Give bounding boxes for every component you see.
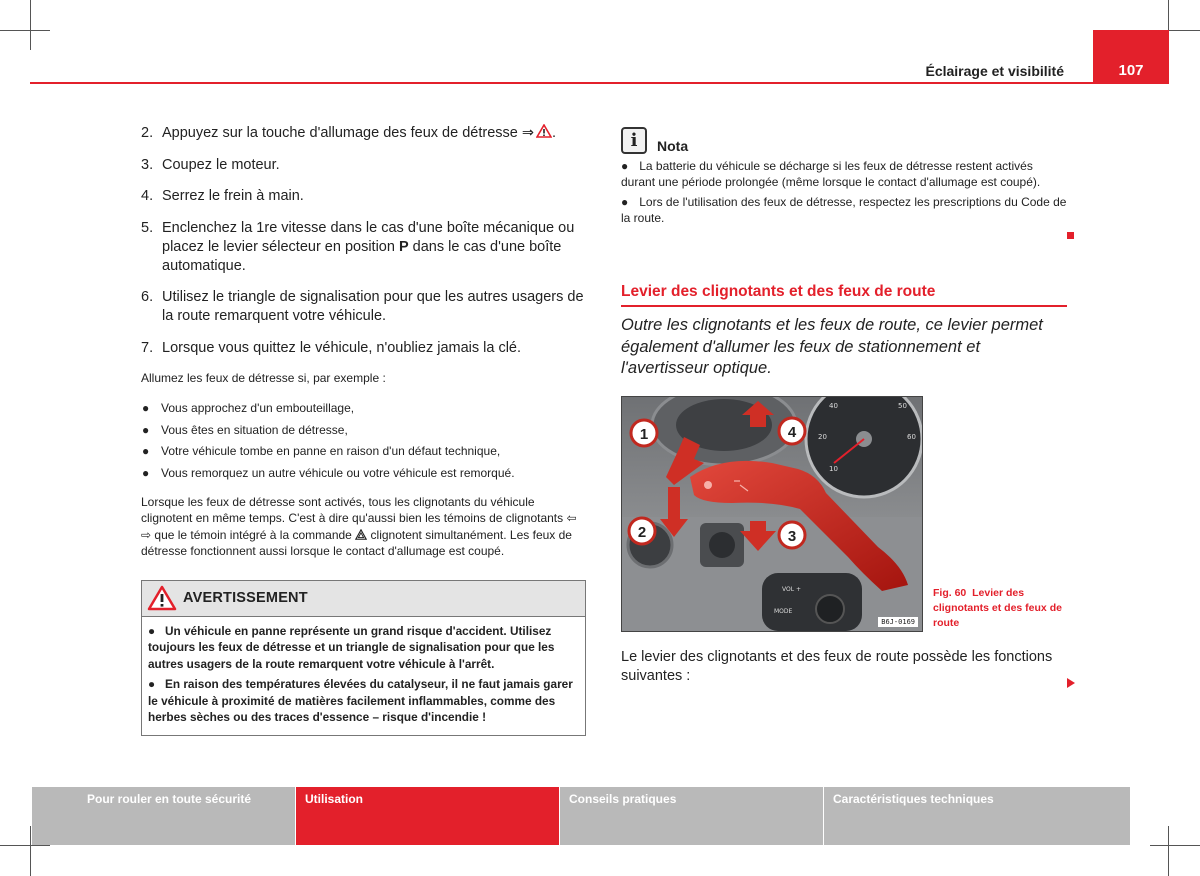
figure [621,396,1067,632]
figure-image [621,396,923,632]
continue-arrow-icon [1067,678,1075,688]
figure-label: Fig. 60 [933,586,967,599]
hazard-warning-icon [536,124,552,138]
nota-item [621,194,1067,226]
section-title: Éclairage et visibilité [925,63,1064,79]
figure-code: B6J-0169 [878,617,918,627]
step-text: dans le cas d'une boîte automatique. [162,238,562,274]
header-rule [30,82,1168,84]
step-text: Utilisez le triangle de signalisation pour que les autres usagers de la route remarquent votre véhicule. [162,289,584,324]
left-column [141,124,586,736]
crop-mark [30,0,31,50]
figure-marker: 2 [637,523,647,541]
warning-item-text: En raison des températures élevées du catalyseur, il ne faut jamais garer le véhicule à proximité de matières facilement inflammables, comme des herbes sèches ou des traces d'essence – risque d'incendie ! [148,677,573,724]
list-item [141,400,586,416]
warning-body [142,617,585,735]
nota-header [621,124,1067,154]
step-item [141,219,586,276]
bullet: ● [142,422,150,437]
functions-intro: Le levier des clignotants et des feux de route possède les fonctions suivantes : [621,648,1053,684]
turn-signal-arrows-icon: ⇦ ⇨ [141,511,577,542]
step-text: Lorsque vous quittez le véhicule, n'oubliez jamais la clé. [162,339,522,356]
step-item [141,156,586,175]
nota-label: Nota [657,138,689,154]
list-item [141,465,586,481]
step-item [141,187,586,206]
step-number: 3. [141,156,154,173]
footer-tab-utilisation[interactable]: Utilisation [296,787,559,845]
footer-tab-tips[interactable]: Conseils pratiques [560,787,823,845]
step-text: Enclenchez la 1re vitesse dans le cas d'une boîte mécanique ou placez le levier sélecteur en position [162,219,575,255]
situations-list [141,400,586,481]
step-number: 7. [141,339,154,356]
bullet: ● [621,195,629,209]
bullet: ● [148,623,156,638]
warning-item-text: Un véhicule en panne représente un grand risque d'accident. Utilisez toujours les feux de détresse et un triangle de signalisation pour que les autres usagers de la route remarquent votre véhicule à l'arrêt. [148,623,555,671]
bullet: ● [142,401,150,415]
list-item [141,443,586,459]
stalk-label-mode: MODE [774,607,793,615]
step-text: Appuyez sur la touche d'allumage des feux de détresse ⇒ [162,125,535,141]
warning-header [142,581,585,617]
step-item: 2. Appuyez sur la touche d'allumage des feux de détresse ⇒ . [141,125,557,141]
steps-list [141,124,586,358]
figure-marker: 4 [787,423,797,441]
step-text: Coupez le moteur. [162,156,280,173]
paragraph-text: que le témoin intégré à la commande [151,527,356,542]
gauge-tick-label: 20 [818,432,827,441]
nota-item-text: Lors de l'utilisation des feux de détresse, respectez les prescriptions du Code de la route. [621,195,1067,225]
crop-mark [0,30,50,31]
lever-illustration [622,397,923,632]
list-item-text: Vous approchez d'un embouteillage, [161,401,355,415]
list-item-text: Votre véhicule tombe en panne en raison d'un défaut technique, [161,444,501,458]
crop-mark [30,826,31,876]
bullet: ● [142,465,150,480]
info-icon: i [621,127,647,154]
gauge-tick-label: 40 [829,401,838,410]
step-text: Serrez le frein à main. [162,188,304,204]
figure-caption-text: Levier des clignotants et des feux de route [933,586,1062,629]
step-number: 5. [141,219,154,236]
end-of-section-marker [1067,232,1074,239]
paragraph-text: Lorsque les feux de détresse sont activés, tous les clignotants du véhicule clignotent en même temps. C'est à dire qu'aussi bien les témoins de clignotants [141,494,567,525]
stalk-label-vol: VOL + [782,585,801,593]
gauge-tick-label: 60 [907,432,916,441]
hazard-button-icon [355,529,367,540]
list-item [141,422,586,438]
list-item-text: Vous êtes en situation de détresse, [161,422,348,437]
footer-tab-safety[interactable]: Pour rouler en toute sécurité [32,787,295,845]
step-item [141,288,586,326]
step-number: 6. [141,289,154,305]
figure-marker: 3 [787,527,797,545]
crop-mark [1168,826,1169,876]
right-column [621,124,1067,686]
warning-title: AVERTISSEMENT [183,590,308,606]
gauge-tick-label: 50 [898,401,907,410]
gauge-tick-label: 10 [829,464,838,473]
lead-paragraph: Outre les clignotants et les feux de route, ce levier permet également d'allumer les feux de stationnement et l'avertisseur optique. [621,316,1043,377]
paragraph-text: clignotent simultanément. Les feux de détresse fonctionnent aussi lorsque le contact d'allumage est coupé. [141,527,572,558]
step-item [141,339,586,358]
bullet: ● [142,444,150,458]
bullets-intro: Allumez les feux de détresse si, par exemple : [141,371,386,385]
list-item-text: Vous remorquez un autre véhicule ou votre véhicule est remorqué. [161,465,515,480]
gear-position: P [398,238,409,255]
warning-item [148,623,579,673]
nota-item [621,158,1067,190]
warning-item [148,676,579,726]
hazard-paragraph [141,494,586,560]
subheading: Levier des clignotants et des feux de route [621,283,1067,307]
warning-triangle-icon [147,585,177,611]
page-number: 107 [1118,62,1144,79]
step-number: 4. [141,188,154,204]
crop-mark [1150,845,1200,846]
footer-nav [32,787,1168,845]
figure-marker: 1 [639,425,649,443]
bullet: ● [621,159,629,173]
step-number: 2. [141,125,154,141]
warning-box [141,580,586,736]
footer-tab-specs[interactable]: Caractéristiques techniques [824,787,1130,845]
figure-caption [933,586,1063,631]
bullet: ● [148,677,156,691]
nota-item-text: La batterie du véhicule se décharge si les feux de détresse restent activés durant une période prolongée (même lorsque le contact d'allumage est coupé). [621,159,1041,189]
crop-mark [0,845,50,846]
